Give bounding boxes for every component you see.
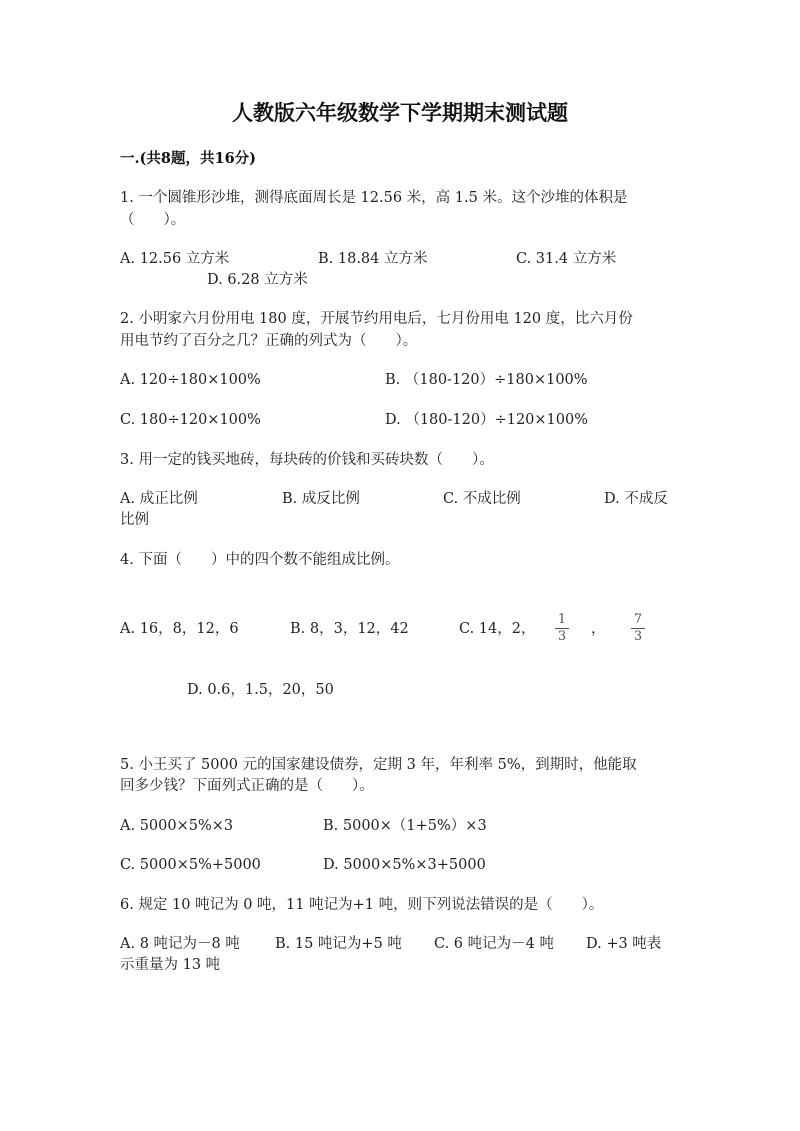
question-1-option-d: D. 6.28 立方米 bbox=[207, 272, 308, 288]
question-3-option-d-continued: 比例 bbox=[120, 512, 149, 528]
question-4-line-1: 4. 下面（ ）中的四个数不能组成比例。 bbox=[120, 552, 400, 568]
question-5-option-c: C. 5000×5%+5000 bbox=[120, 857, 261, 873]
question-4-option-d: D. 0.6，1.5，20，50 bbox=[187, 682, 334, 698]
question-1-line-2: （ ）。 bbox=[120, 212, 186, 228]
question-6-option-d-continued: 示重量为 13 吨 bbox=[120, 957, 221, 973]
fraction-denominator: 3 bbox=[633, 629, 643, 644]
question-5-line-2: 回多少钱？下面列式正确的是（ ）。 bbox=[120, 778, 374, 794]
question-3-option-d: D. 不成反 bbox=[604, 491, 668, 507]
question-2-option-c: C. 180÷120×100% bbox=[120, 412, 261, 428]
question-1-option-c: C. 31.4 立方米 bbox=[516, 251, 617, 267]
question-3-option-a: A. 成正比例 bbox=[120, 491, 198, 507]
question-5-option-a: A. 5000×5%×3 bbox=[120, 818, 234, 834]
question-2-option-b: B. （180-120）÷180×100% bbox=[385, 372, 588, 388]
question-1-option-a: A. 12.56 立方米 bbox=[120, 251, 230, 267]
page-title: 人教版六年级数学下学期期末测试题 bbox=[232, 100, 568, 125]
question-2-option-d: D. （180-120）÷120×100% bbox=[385, 412, 589, 428]
question-4-option-b: B. 8，3，12，42 bbox=[290, 621, 409, 637]
question-6-option-a: A. 8 吨记为－8 吨 bbox=[120, 936, 240, 952]
question-3-option-c: C. 不成比例 bbox=[443, 491, 521, 507]
question-6-option-b: B. 15 吨记为+5 吨 bbox=[275, 936, 402, 952]
question-4-option-a: A. 16，8，12，6 bbox=[120, 621, 239, 637]
question-5-option-b: B. 5000×（1+5%）×3 bbox=[323, 818, 487, 834]
question-2-line-2: 用电节约了百分之几？正确的列式为（ ）。 bbox=[120, 333, 418, 349]
question-5-option-d: D. 5000×5%×3+5000 bbox=[323, 857, 486, 873]
fraction-one-third bbox=[555, 613, 569, 644]
question-6-line-1: 6. 规定 10 吨记为 0 吨，11 吨记为+1 吨，则下列说法错误的是（ ）。 bbox=[120, 897, 604, 913]
question-1-line-1: 1. 一个圆锥形沙堆，测得底面周长是 12.56 米，高 1.5 米。这个沙堆的体积是 bbox=[120, 190, 628, 206]
question-6-option-d: D. +3 吨表 bbox=[586, 936, 662, 952]
question-2-line-1: 2. 小明家六月份用电 180 度，开展节约用电后，七月份用电 120 度，比六月份 bbox=[120, 311, 633, 327]
fraction-seven-thirds bbox=[631, 613, 645, 644]
fraction-denominator: 3 bbox=[557, 629, 567, 644]
question-4-option-c: C. 14，2， bbox=[459, 621, 536, 637]
question-3-option-b: B. 成反比例 bbox=[282, 491, 360, 507]
fraction-numerator: 7 bbox=[633, 612, 643, 627]
question-5-line-1: 5. 小王买了 5000 元的国家建设债券，定期 3 年，年利率 5%，到期时，他能取 bbox=[120, 757, 637, 773]
question-3-line-1: 3. 用一定的钱买地砖，每块砖的价钱和买砖块数（ ）。 bbox=[120, 452, 494, 468]
fraction-numerator: 1 bbox=[557, 612, 567, 627]
question-1-option-b: B. 18.84 立方米 bbox=[318, 251, 428, 267]
question-4-option-c-separator: ， bbox=[591, 621, 606, 637]
question-2-option-a: A. 120÷180×100% bbox=[120, 372, 261, 388]
section-heading: 一.(共8题，共16分) bbox=[120, 150, 257, 167]
question-6-option-c: C. 6 吨记为－4 吨 bbox=[434, 936, 554, 952]
